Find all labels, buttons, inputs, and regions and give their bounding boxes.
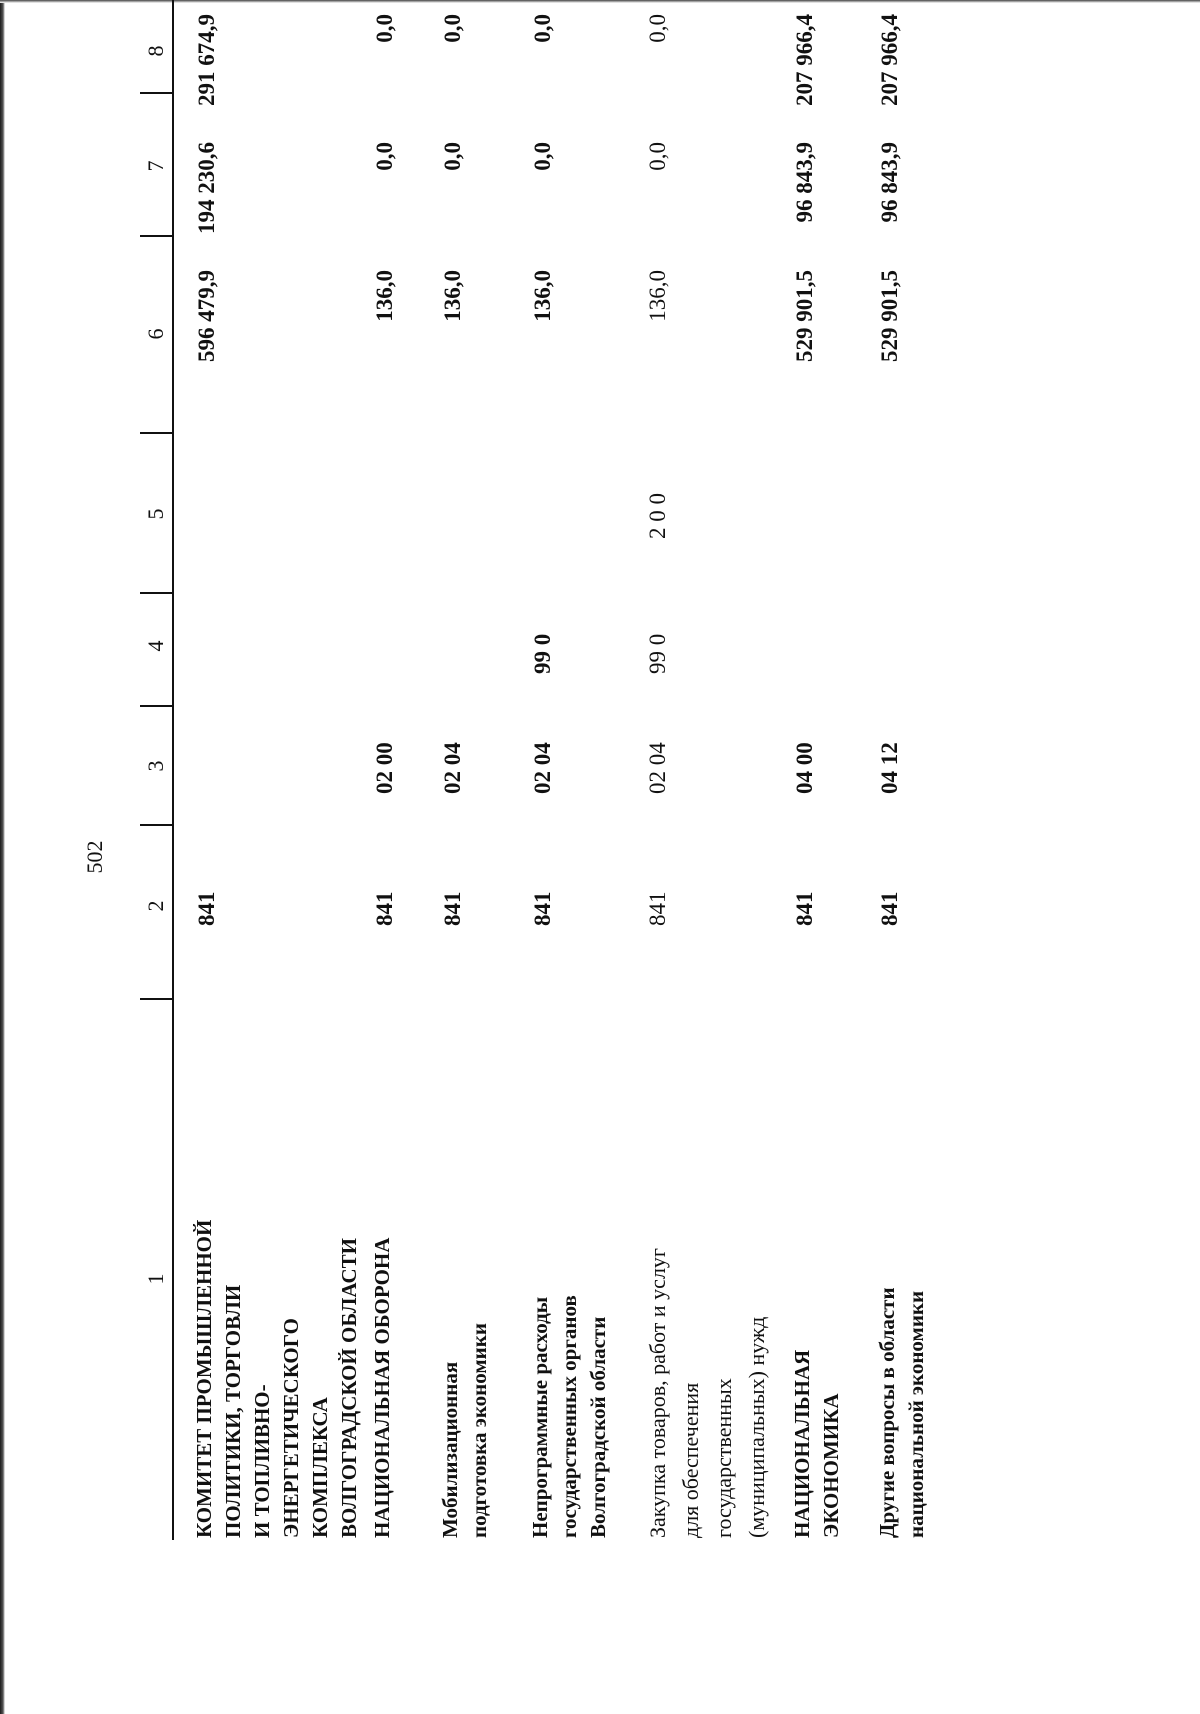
row-name-line: Другие вопросы в области: [875, 1287, 899, 1538]
row-2-col-3: 02 00: [372, 742, 397, 794]
row-name-line: НАЦИОНАЛЬНАЯ ОБОРОНА: [370, 1237, 394, 1538]
row-name-line: ЭКОНОМИКА: [819, 1393, 843, 1538]
row-name-line: ВОЛГОГРАДСКОЙ ОБЛАСТИ: [337, 1238, 361, 1538]
row-4-col-4: 99 0: [530, 633, 555, 674]
row-name-line: ПОЛИТИКИ, ТОРГОВЛИ: [221, 1284, 245, 1538]
row-4-name: [526, 1018, 613, 1538]
header-col-3: 3: [143, 760, 168, 772]
row-4-col-8: 0,0: [530, 14, 555, 43]
row-name-line: ЭНЕРГЕТИЧЕСКОГО: [279, 1318, 303, 1538]
header-col-1: 1: [143, 1273, 168, 1285]
row-1-col-8: 291 674,9: [194, 14, 219, 106]
header-divider: [140, 92, 172, 94]
row-5-col-2: 841: [645, 891, 670, 926]
row-5-name: [641, 1018, 773, 1538]
row-6-col-2: 841: [792, 891, 817, 926]
row-1-col-7: 194 230,6: [194, 142, 219, 234]
header-divider: [140, 998, 172, 1000]
row-3-col-2: 841: [440, 891, 465, 926]
header-col-7: 7: [143, 160, 168, 172]
row-4-col-3: 02 04: [530, 742, 555, 794]
row-1-col-2: 841: [194, 891, 219, 926]
row-name-line: Закупка товаров, работ и услуг: [645, 1248, 670, 1538]
row-name-line: Волгоградской области: [586, 1316, 610, 1538]
row-7-col-2: 841: [877, 891, 902, 926]
row-5-col-4: 99 0: [645, 633, 670, 674]
row-name-line: НАЦИОНАЛЬНАЯ: [790, 1349, 814, 1538]
header-col-4: 4: [143, 640, 168, 652]
row-name-line: КОМИТЕТ ПРОМЫШЛЕННОЙ: [192, 1219, 216, 1538]
header-divider: [140, 824, 172, 826]
row-name-line: для обеспечения: [678, 1382, 703, 1538]
row-7-name: [873, 1018, 931, 1538]
row-3-name: [436, 1018, 494, 1538]
header-col-6: 6: [143, 328, 168, 340]
row-3-col-7: 0,0: [440, 142, 465, 171]
row-5-col-7: 0,0: [645, 142, 670, 171]
header-divider: [140, 432, 172, 434]
row-1-name: [190, 1018, 364, 1538]
row-4-col-2: 841: [530, 891, 555, 926]
row-1-col-6: 596 479,9: [194, 270, 219, 362]
page-number: 502: [82, 840, 107, 874]
row-5-col-3: 02 04: [645, 742, 670, 794]
row-2-name: [368, 1018, 397, 1538]
row-name-line: (муниципальных) нужд: [744, 1316, 769, 1538]
row-2-col-2: 841: [372, 891, 397, 926]
row-6-col-6: 529 901,5: [792, 270, 817, 362]
header-col-5: 5: [143, 508, 168, 520]
row-name-line: государственных органов: [557, 1295, 581, 1538]
row-6-name: [788, 1018, 846, 1538]
row-7-col-3: 04 12: [877, 742, 902, 794]
row-7-col-7: 96 843,9: [877, 142, 902, 223]
row-name-line: подготовка экономики: [467, 1323, 491, 1538]
header-divider: [140, 235, 172, 237]
row-3-col-6: 136,0: [440, 270, 465, 322]
row-name-line: КОМПЛЕКСА: [308, 1397, 332, 1538]
row-5-col-5: 2 0 0: [645, 493, 670, 539]
header-col-8: 8: [143, 45, 168, 57]
row-7-col-8: 207 966,4: [877, 14, 902, 106]
row-name-line: национальной экономики: [904, 1290, 928, 1538]
row-name-line: государственных: [711, 1378, 736, 1538]
row-6-col-3: 04 00: [792, 742, 817, 794]
row-2-col-8: 0,0: [372, 14, 397, 43]
row-6-col-7: 96 843,9: [792, 142, 817, 223]
row-4-col-7: 0,0: [530, 142, 555, 171]
row-name-line: И ТОПЛИВНО-: [250, 1384, 274, 1538]
header-col-2: 2: [143, 900, 168, 912]
row-4-col-6: 136,0: [530, 270, 555, 322]
row-6-col-8: 207 966,4: [792, 14, 817, 106]
row-2-col-7: 0,0: [372, 142, 397, 171]
header-rule: [172, 0, 174, 1540]
row-2-col-6: 136,0: [372, 270, 397, 322]
header-divider: [140, 592, 172, 594]
row-3-col-3: 02 04: [440, 742, 465, 794]
row-5-col-8: 0,0: [645, 14, 670, 43]
header-divider: [140, 705, 172, 707]
row-3-col-8: 0,0: [440, 14, 465, 43]
row-7-col-6: 529 901,5: [877, 270, 902, 362]
row-5-col-6: 136,0: [645, 270, 670, 322]
row-name-line: Непрограммные расходы: [528, 1296, 552, 1538]
row-name-line: Мобилизационная: [438, 1361, 462, 1538]
